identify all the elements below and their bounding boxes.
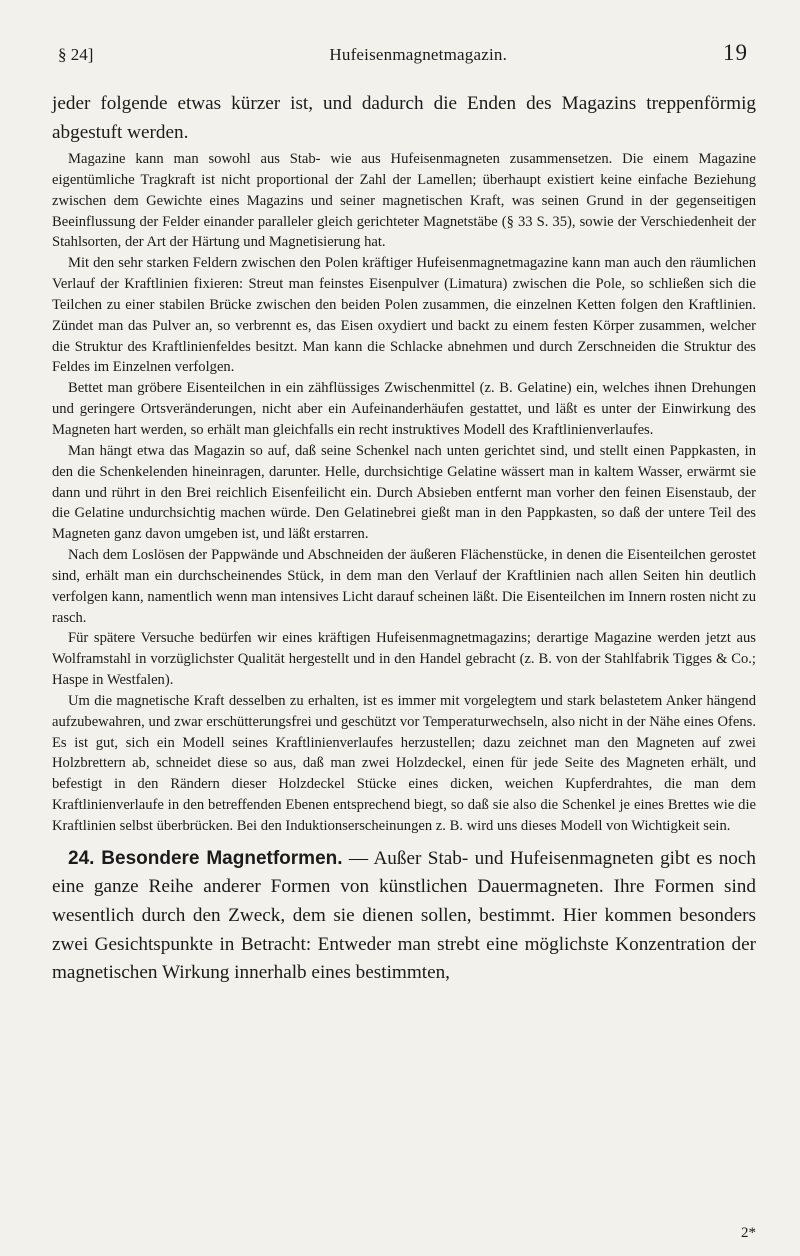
paragraph-tungsten-steel: Für spätere Versuche bedürfen wir eines kräftigen Hufeisenmagnetmagazins; derartige Magazine werden jetzt aus Wolframstahl in vorzüglichster Qualität hergestellt und in den Handel gebracht (z. B. von der Stahlfabrik Tigges & Co.; Haspe in Westfalen).	[52, 630, 756, 689]
header-title: Hufeisenmagnetmagazin.	[329, 45, 508, 64]
paragraph-translucent-model: Nach dem Loslösen der Pappwände und Abschneiden der äußeren Flächenstücke, in denen die Eisenteilchen gerostet sind, erhält man ein durchscheinendes Stück, in dem man den Verlauf der Kraftlinien nach allen Seiten hin deutlich verfolgen kann, namentlich wenn man intensives Licht darauf scheinen läßt. Die Eisenteilchen im Innern rosten nicht zu rasch.	[52, 547, 756, 626]
paragraph-storage-model: Um die magnetische Kraft desselben zu erhalten, ist es immer mit vorgelegtem und stark belastetem Anker hängend aufzubewahren, und zwar erschütterungsfrei und geschützt vor Temperaturwechseln, also nicht in der Nähe eines Ofens. Es ist gut, sich ein Modell seines Kraftlinienverlaufes herzustellen; dazu zeichnet man den Magneten auf zwei Holzbrettern ab, schneidet diese so aus, daß man zwei Holzdeckel, einen für jede Seite des Magneten erhält, und befestigt in den Rändern dieser Holzdeckel Stücke eines dicken, weichen Kupferdrahtes, die man dem Kraftlinienverlaufe in den betreffenden Ebenen entsprechend biegt, so daß sie also die Schenkel je eines Brettes wie die Kraftlinien selbst überbrücken. Bei den Induktionserscheinungen z. B. wird uns dieses Modell von Wichtigkeit sein.	[52, 692, 756, 834]
book-page	[52, 40, 756, 1240]
header-section-ref: § 24]	[58, 45, 94, 64]
signature-mark: 2*	[741, 1225, 756, 1241]
lead-paragraph: jeder folgende etwas kürzer ist, und dadurch die Enden des Magazins treppenförmig abgestuft werden.	[52, 93, 756, 143]
page-number: 19	[723, 40, 748, 65]
running-head	[52, 40, 756, 80]
paragraph-gelatine: Bettet man gröbere Eisenteilchen in ein zähflüssiges Zwischenmittel (z. B. Gelatine) ein, welches ihnen Drehungen und geringere Ortsveränderungen, nicht aber ein Aufeinanderhäufen gestattet, und läßt es unter der Einwirkung des Magneten hart werden, so erhält man gleichfalls ein recht instruktives Modell des Kraftlinienverlaufes.	[52, 380, 756, 438]
section-24	[52, 845, 756, 988]
paragraph-magazine-construction: Magazine kann man sowohl aus Stab- wie aus Hufeisenmagneten zusammensetzen. Die einem Magazine eigentümliche Tragkraft ist nicht proportional der Zahl der Lamellen; überhaupt existiert keine einfache Beziehung zwischen dem Gewichte eines Magazins und seiner magnetischen Kraft, was seinen Grund in der gegenseitigen Beeinflussung der Felder einander paralleler gleich gerichteter Magnetstäbe (§ 33 S. 35), sowie der Verschiedenheit der Stahlsorten, der Art der Härtung und Magnetisierung hat.	[52, 151, 756, 251]
paragraph-iron-powder: Mit den sehr starken Feldern zwischen den Polen kräftiger Hufeisenmagnetmagazine kann man auch den räumlichen Verlauf der Kraftlinien fixieren: Streut man feinstes Eisenpulver (Limatura) zwischen die Pole, so schließen sich die Teilchen zu einer stabilen Brücke zwischen den beiden Polen zusammen, die einzelnen Ketten folgen den Kraftlinien. Zündet man das Pulver an, so verbrennt es, das Eisen oxydiert und backt zu einem festen Körper zusammen, welcher die Struktur des Kraftlinienfeldes besitzt. Man kann die Schlacke abnehmen und durch Zerschneiden die Struktur des Feldes im Einzelnen verfolgen.	[52, 255, 756, 376]
section-heading: 24. Besondere Magnetformen.	[68, 847, 343, 869]
paragraph-cardboard-box: Man hängt etwa das Magazin so auf, daß seine Schenkel nach unten gerichtet sind, und stellt einen Pappkasten, in den die Schenkelenden hineinragen, darunter. Helle, durchsichtige Gelatine wässert man in kaltem Wasser, erwärmt sie dann und rührt in den Brei reichlich Eisenfeilicht ein. Durch Absieben entfernt man vorher den feinen Eisenstaub, der die Gelatine undurchsichtig machen würde. Den Gelatinebrei gießt man in den Pappkasten, so daß der untere Teil des Magneten ganz davon umgeben ist, und läßt erstarren.	[52, 442, 756, 543]
section-text: — Außer Stab- und Hufeisenmagneten gibt es noch eine ganze Reihe anderer Formen von künstlichen Dauermagneten. Ihre Formen sind wesentlich durch den Zweck, dem sie dienen sollen, bestimmt. Hier kommen besonders zwei Gesichtspunkte in Betracht: Entweder man strebt eine möglichste Konzentration der magnetischen Wirkung innerhalb eines bestimmten,	[52, 847, 756, 984]
